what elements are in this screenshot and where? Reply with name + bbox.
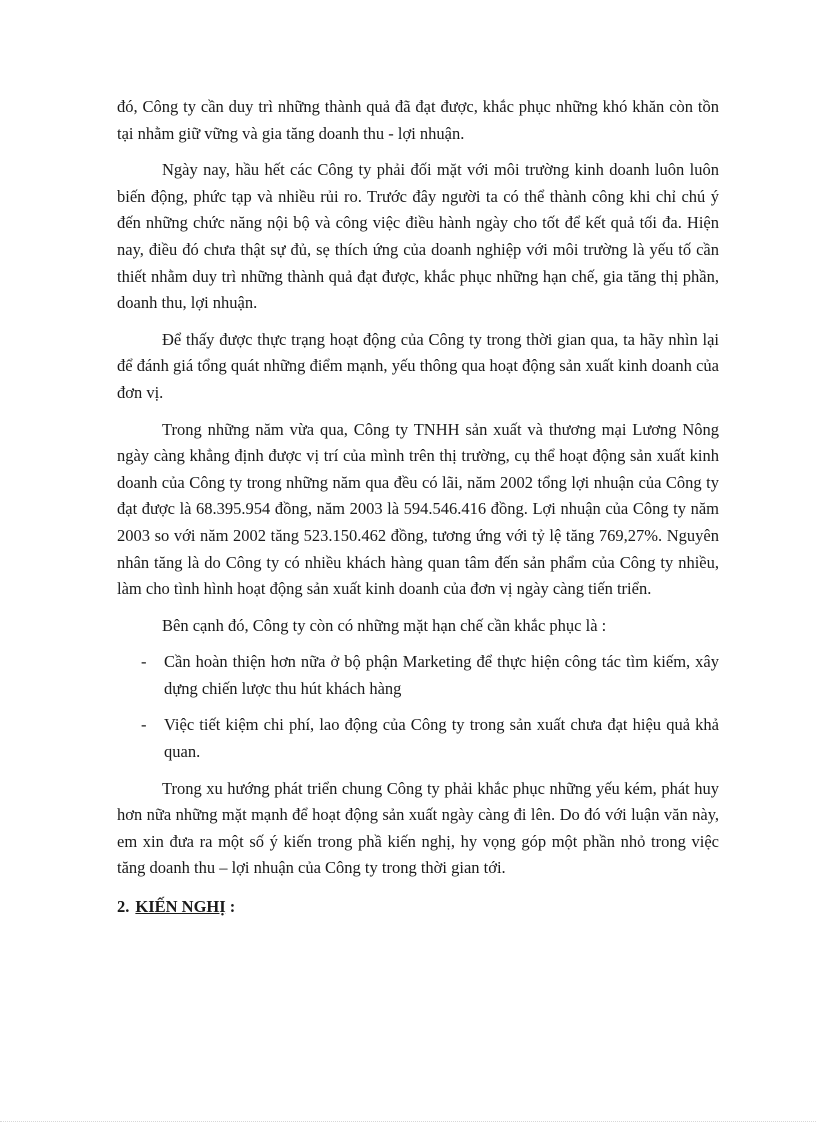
paragraph-current-state: Để thấy được thực trạng hoạt động của Công ty trong thời gian qua, ta hãy nhìn lại để đánh giá tổng quát những điểm mạnh, yếu thông qua hoạt động sản xuất kinh doanh của đơn vị. xyxy=(117,329,719,402)
paragraph-limitations-intro: Bên cạnh đó, Công ty còn có những mặt hạn chế cần khắc phục là : xyxy=(162,615,607,635)
section-heading xyxy=(117,894,719,921)
page-bottom-rule xyxy=(0,1121,816,1122)
document-body xyxy=(117,94,719,921)
paragraph-business-environment: Ngày nay, hầu hết các Công ty phải đối mặt với môi trường kinh doanh luôn luôn biến động, phức tạp và nhiều rủi ro. Trước đây người ta có thể thành công khi chỉ chú ý đến những chức năng nội bộ và công việc điều hành ngày cho tốt để kết quả tối đa. Hiện nay, điều đó chưa thật sự đủ, sẹ thích ứng của doanh nghiệp với môi trường là yếu tố cần thiết nhằm duy trì những thành quả đạt được, khắc phục những hạn chế, gia tăng thị phần, doanh thu, lợi nhuận. xyxy=(117,160,719,313)
bullet-dash: - xyxy=(141,652,147,672)
list-item-text: Cần hoàn thiện hơn nữa ở bộ phận Marketing để thực hiện công tác tìm kiếm, xây dựng chiến lược thu hút khách hàng xyxy=(164,652,719,698)
list-item-cost-saving xyxy=(117,712,719,765)
list-item-text: Việc tiết kiệm chi phí, lao động của Công ty trong sản xuất chưa đạt hiệu quả khả quan. xyxy=(164,715,719,762)
bullet-dash: - xyxy=(141,715,147,735)
section-number: 2. xyxy=(117,897,130,917)
paragraph-development-trend: Trong xu hướng phát triển chung Công ty phải khắc phục những yếu kém, phát huy hơn nữa những mặt mạnh để hoạt động sản xuất ngày càng đi lên. Do đó với luận văn này, em xin đưa ra một số ý kiến trong phầ kiến nghị, hy vọng góp một phần nhỏ trong việc tăng doanh thu – lợi nhuận của Công ty trong thời gian tới. xyxy=(117,778,719,878)
section-title: KIẾN NGHỊ xyxy=(135,897,226,917)
paragraph-profit-results: Trong những năm vừa qua, Công ty TNHH sản xuất và thương mại Lương Nông ngày càng khẳng định được vị trí của mình trên thị trường, cụ thể hoạt động sản xuất kinh doanh của Công ty trong những năm qua đều có lãi, năm 2002 tổng lợi nhuận của Công ty đạt được là 68.395.954 đồng, năm 2003 là 594.546.416 đồng. Lợi nhuận của Công ty năm 2003 so với năm 2002 tăng 523.150.462 đồng, tương ứng với tỷ lệ tăng 769,27%. Nguyên nhân tăng là do Công ty có nhiều khách hàng quan tâm đến sản phẩm của Công ty nhiều, làm cho tình hình hoạt động sản xuất kinh doanh của đơn vị ngày càng tiến triển. xyxy=(117,419,719,599)
list-item-marketing xyxy=(117,649,719,702)
paragraph-continuation: đó, Công ty cần duy trì những thành quả đã đạt được, khắc phục những khó khăn còn tồn tại nhằm giữ vững và gia tăng doanh thu - lợi nhuận. xyxy=(117,97,719,143)
section-colon: : xyxy=(229,897,236,917)
